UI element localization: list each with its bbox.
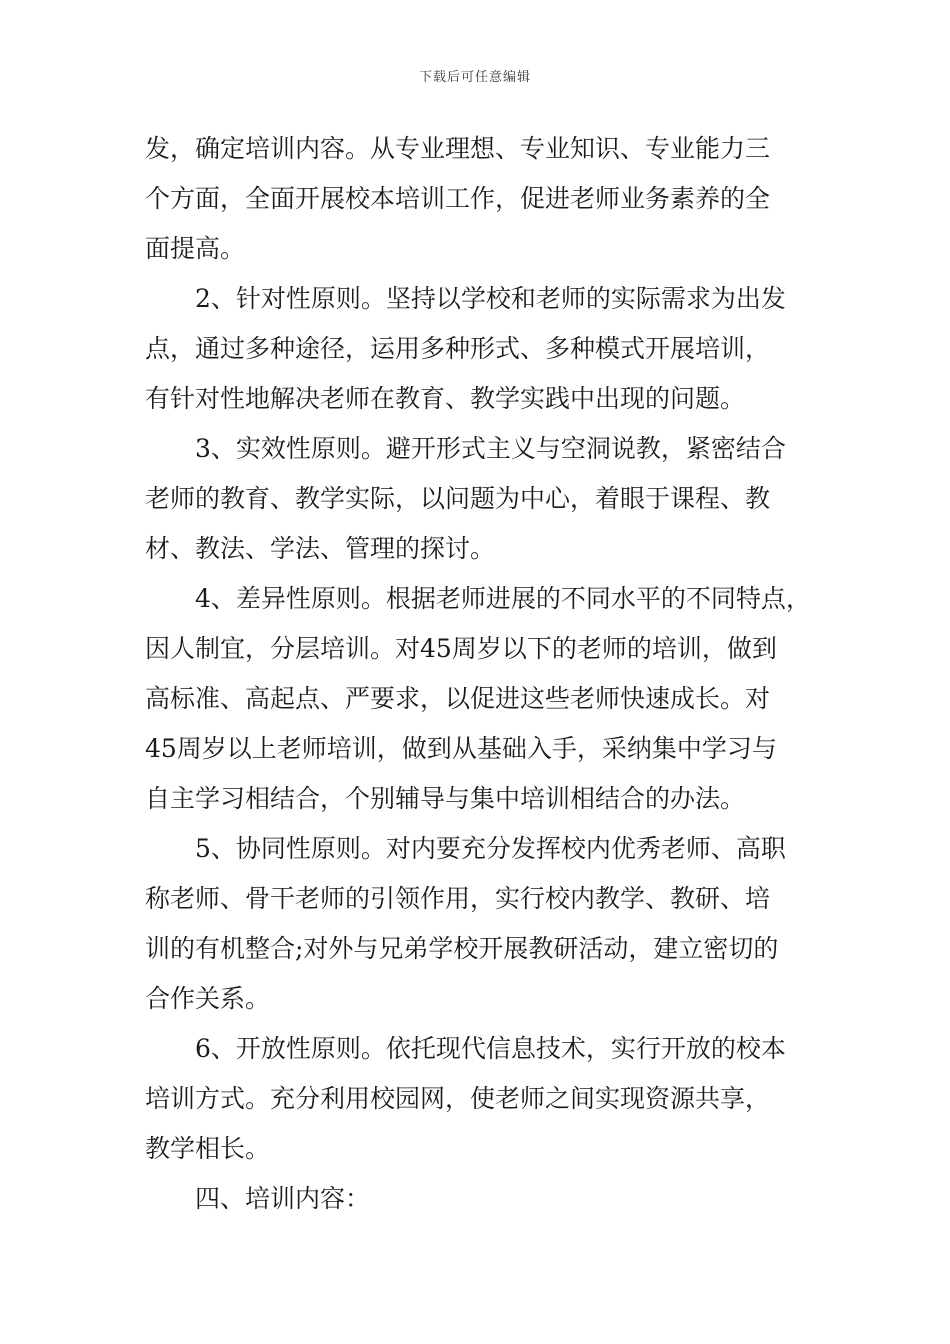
text-line: 4、差异性原则。根据老师进展的不同水平的不同特点，	[195, 584, 811, 613]
text-line: 发，确定培训内容。从专业理想、专业知识、专业能力三	[145, 134, 771, 163]
paragraph-principle-openness	[145, 1024, 815, 1174]
paragraph-principle-targeted	[145, 274, 815, 424]
text-line: 因人制宜，分层培训。对45周岁以下的老师的培训，做到	[145, 634, 777, 663]
text-line: 面提高。	[145, 234, 246, 263]
text-line: 5、协同性原则。对内要充分发挥校内优秀老师、高职	[195, 834, 786, 863]
text-line: 45周岁以上老师培训，做到从基础入手，采纳集中学习与	[145, 734, 777, 763]
text-line: 称老师、骨干老师的引领作用，实行校内教学、教研、培	[145, 884, 771, 913]
text-line: 3、实效性原则。避开形式主义与空洞说教，紧密结合	[195, 434, 786, 463]
text-line: 2、针对性原则。坚持以学校和老师的实际需求为出发	[195, 284, 786, 313]
text-line: 个方面，全面开展校本培训工作，促进老师业务素养的全	[145, 184, 771, 213]
text-line: 材、教法、学法、管理的探讨。	[145, 534, 496, 563]
text-line: 老师的教育、教学实际，以问题为中心，着眼于课程、教	[145, 484, 771, 513]
text-line: 有针对性地解决老师在教育、教学实践中出现的问题。	[145, 384, 746, 413]
paragraph-principle-effectiveness	[145, 424, 815, 574]
text-line: 培训方式。充分利用校园网，使老师之间实现资源共享，	[145, 1084, 771, 1113]
text-line: 高标准、高起点、严要求，以促进这些老师快速成长。对	[145, 684, 771, 713]
document-body	[145, 124, 815, 1224]
section-heading-training-content	[145, 1174, 815, 1224]
paragraph-principle-coordination	[145, 824, 815, 1024]
paragraph-principle-difference	[145, 574, 815, 824]
text-line: 自主学习相结合，个别辅导与集中培训相结合的办法。	[145, 784, 746, 813]
text-line: 训的有机整合;对外与兄弟学校开展教研活动，建立密切的	[145, 934, 779, 963]
text-line: 教学相长。	[145, 1134, 271, 1163]
text-line: 6、开放性原则。依托现代信息技术，实行开放的校本	[195, 1034, 786, 1063]
text-line: 点，通过多种途径，运用多种形式、多种模式开展培训，	[145, 334, 771, 363]
paragraph-training-content	[145, 124, 815, 274]
text-line: 四、培训内容：	[195, 1184, 371, 1213]
text-line: 合作关系。	[145, 984, 271, 1013]
page-header: 下载后可任意编辑	[418, 70, 531, 85]
